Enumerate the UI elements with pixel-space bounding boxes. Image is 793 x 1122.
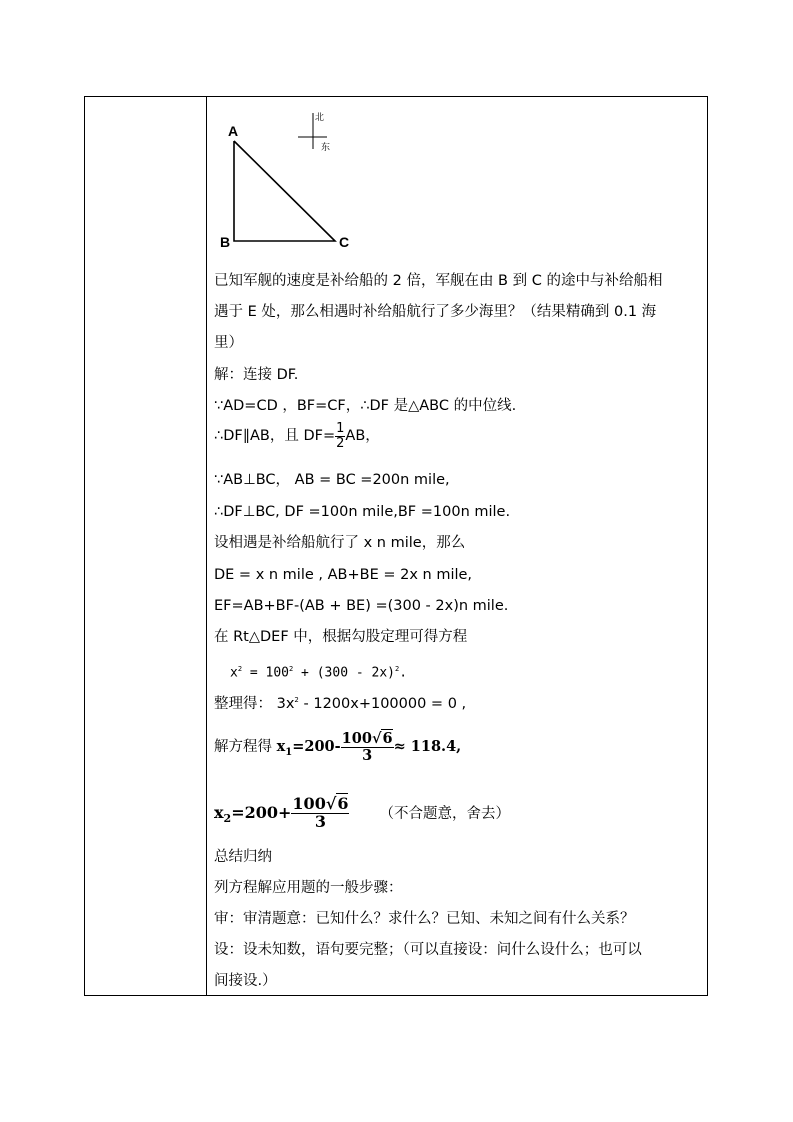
fraction-denominator: 2 [336, 435, 345, 451]
problem-line-2: 遇于 E 处，那么相遇时补给船航行了多少海里？（结果精确到 0.1 海 [214, 304, 657, 320]
eq-sup-3: 2 [394, 665, 400, 673]
eq-part-3: . [399, 665, 408, 681]
fraction-numerator: 1 [336, 420, 345, 436]
point-c-label: C [339, 234, 350, 250]
eq-part-2: + (300 - 2x) [293, 665, 395, 681]
sqrt-icon: √ [325, 794, 337, 814]
content-table [84, 96, 708, 996]
root-1-radicand: 6 [382, 730, 393, 748]
root-1-x: x [276, 738, 286, 755]
root-1-var [276, 730, 462, 764]
solution-line-4: ∵AB⊥BC， AB = BC =200n mile, [214, 472, 450, 488]
root-1-denominator: 3 [362, 746, 373, 764]
solution-line-3 [214, 419, 701, 453]
solution-line-2: ∵AD=CD ，BF=CF，∴DF 是△ABC 的中位线. [214, 398, 517, 414]
root-2-sub: 2 [223, 812, 232, 826]
root-2-expr [214, 794, 349, 831]
simplify-part-2: - 1200x+100000 = 0 , [298, 695, 467, 712]
solution-line-6: 设相遇是补给船航行了 x n mile，那么 [214, 535, 466, 551]
root-1-num-a: 100 [341, 730, 372, 748]
root-2-fraction [291, 796, 349, 831]
root-2-line [214, 787, 701, 845]
simplify-sup: 2 [294, 696, 299, 704]
root-2-num-a: 100 [292, 794, 326, 814]
eq-sup-2: 2 [289, 665, 294, 673]
triangle-abc [234, 141, 335, 241]
column-divider [206, 97, 207, 995]
summary-heading: 总结归纳 [214, 849, 272, 865]
root-1-prefix: 解方程得 [214, 739, 277, 755]
eq-part-1: = 100 [242, 665, 290, 681]
solution-line-9: 在 Rt△DEF 中，根据勾股定理可得方程 [214, 629, 468, 645]
summary-line-2: 审：审清题意：已知什么？求什么？已知、未知之间有什么关系？ [214, 911, 635, 927]
solution-line-7: DE = x n mile , AB+BE = 2x n mile, [214, 567, 473, 583]
solution-line-5: ∴DF⊥BC, DF =100n mile,BF =100n mile. [214, 504, 511, 520]
compass-north-label: 北 [315, 113, 325, 123]
summary-line-1: 列方程解应用题的一般步骤： [214, 880, 403, 896]
root-1-eq: =200- [292, 738, 341, 755]
root-1-fraction [341, 731, 394, 762]
solution-line-1: 解：连接 DF. [214, 367, 299, 383]
equation-line [214, 659, 701, 683]
fraction-half [335, 422, 345, 450]
sol3-post: AB， [345, 428, 380, 444]
root-1-numerator [341, 731, 394, 747]
summary-line-4: 间接设.） [214, 973, 277, 989]
root-2-radicand: 6 [337, 794, 349, 814]
simplify-part-1: 整理得： 3x [214, 695, 295, 712]
root-1-sub: 1 [285, 746, 293, 758]
triangle-diagram [214, 103, 374, 253]
sqrt-icon: √ [371, 730, 382, 748]
point-b-label: B [220, 234, 231, 250]
simplify-line [214, 690, 701, 714]
root-2-x: x [214, 803, 224, 822]
point-a-label: A [228, 123, 239, 139]
eq-x: x [230, 665, 238, 681]
problem-line-3: 里） [214, 335, 243, 351]
eq-sup-1: 2 [237, 665, 243, 673]
root-2-eq: =200+ [231, 803, 292, 822]
compass-east-label: 东 [321, 143, 331, 153]
summary-line-3: 设：设未知数，语句要完整；（可以直接设：问什么设什么；也可以 [214, 942, 642, 958]
problem-line-1: 已知军舰的速度是补给船的 2 倍，军舰在由 B 到 C 的途中与补给船相 [214, 273, 663, 289]
root-1-line [214, 723, 701, 777]
root-1-approx: ≈ 118.4, [393, 738, 462, 755]
content-cell [214, 97, 701, 995]
sol3-pre: ∴DF∥AB，且 DF= [214, 428, 336, 444]
root-2-denominator: 3 [314, 812, 327, 831]
root-2-note: （不合题意，舍去） [379, 806, 510, 822]
solution-line-8: EF=AB+BF-(AB + BE) =(300 - 2x)n mile. [214, 598, 509, 614]
